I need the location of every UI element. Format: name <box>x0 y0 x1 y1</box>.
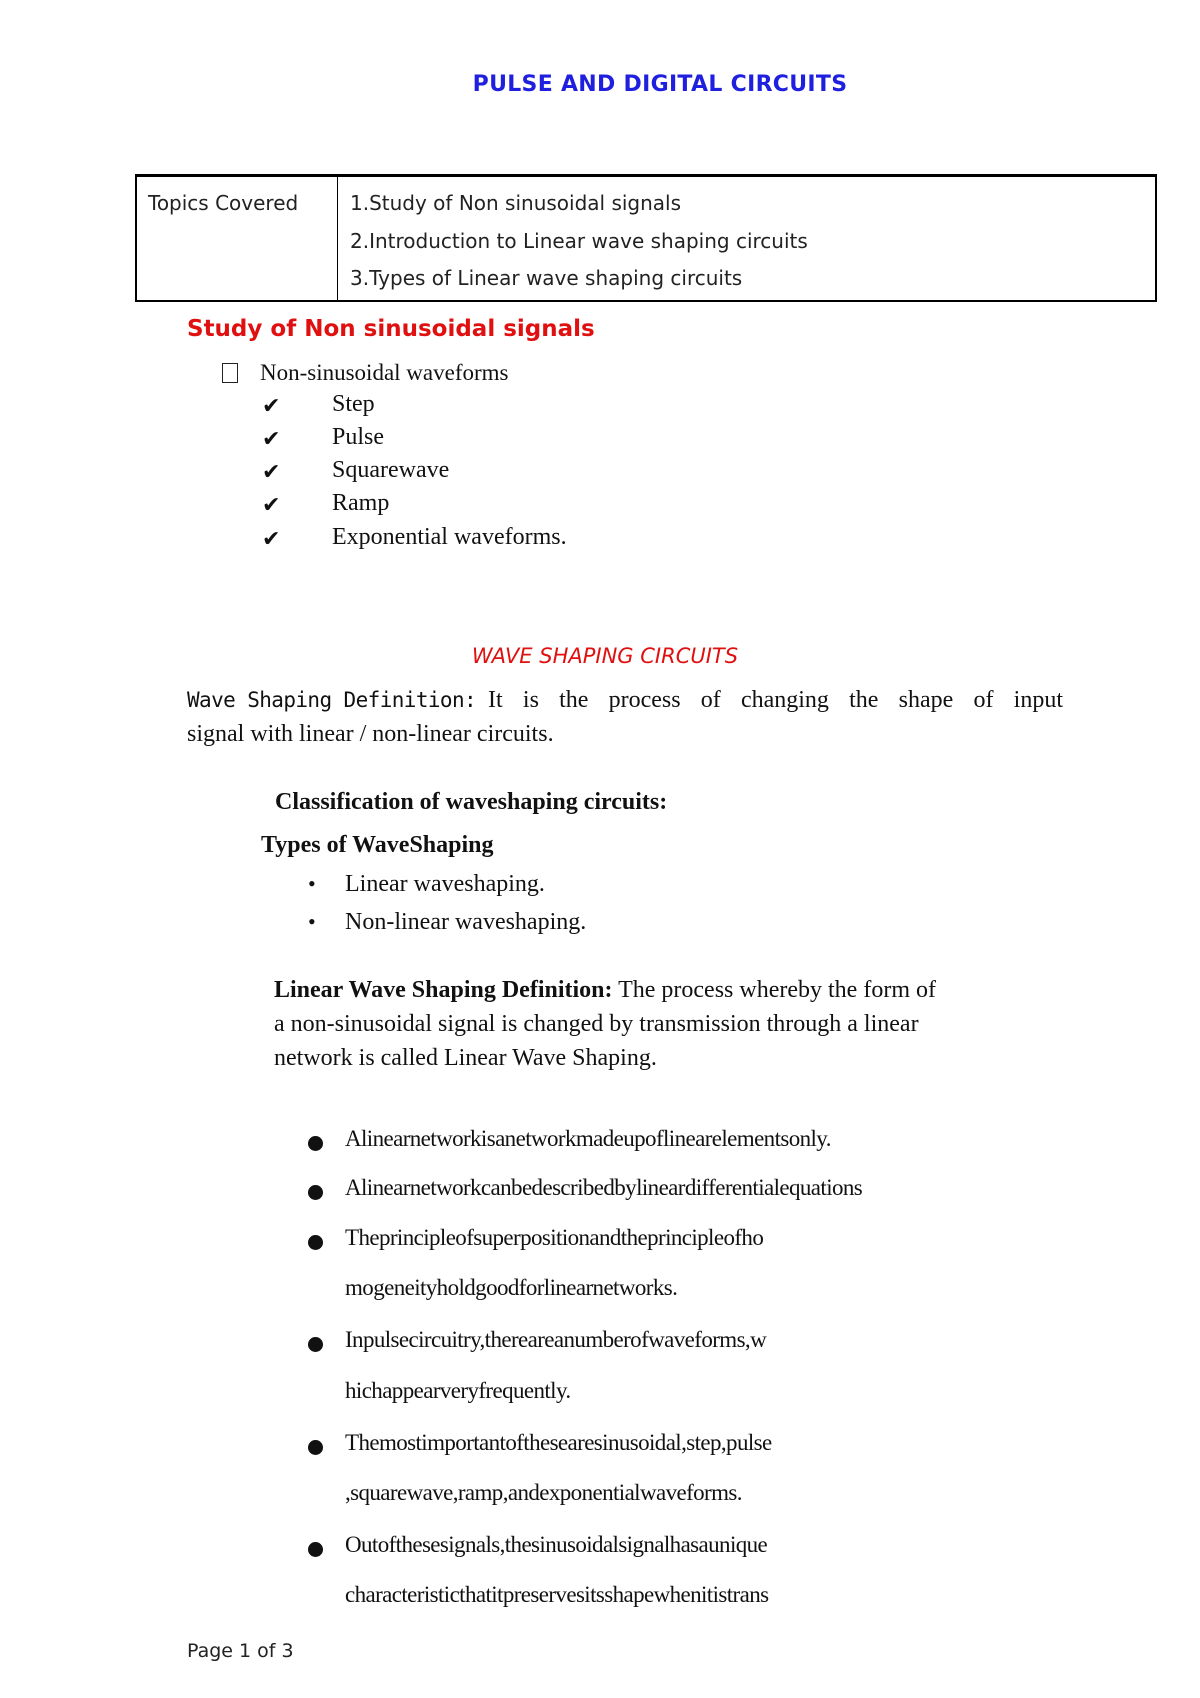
page-number: Page 1 of 3 <box>187 1640 294 1662</box>
definition-text: It is the process of changing the shape of input <box>488 687 1063 713</box>
list-item: Step <box>332 391 375 417</box>
bullet-icon <box>308 1440 323 1455</box>
definition-text: a non-sinusoidal signal is changed by transmission through a linear <box>274 1011 919 1037</box>
check-icon: ✔ <box>262 426 281 451</box>
list-item: Exponential waveforms. <box>332 524 567 550</box>
bullet-icon <box>308 1337 323 1352</box>
list-item-continued: hichappearveryfrequently. <box>345 1378 571 1403</box>
list-heading <box>222 360 509 386</box>
definition-text: The process whereby the form of <box>618 977 936 1003</box>
check-icon: ✔ <box>262 459 281 484</box>
bullet-icon <box>308 1235 323 1250</box>
list-item-continued: ,squarewave,ramp,andexponentialwaveforms. <box>345 1480 742 1505</box>
list-item: Squarewave <box>332 457 450 483</box>
bullet-icon: • <box>308 871 316 896</box>
check-icon: ✔ <box>262 526 281 551</box>
definition-text: signal with linear / non-linear circuits. <box>187 721 554 747</box>
list-item: Themostimportantofthesearesinusoidal,step,pulse <box>345 1430 772 1455</box>
types-heading: Types of WaveShaping <box>261 832 494 858</box>
list-heading-label: Non-sinusoidal waveforms <box>260 360 509 385</box>
classification-heading: Classification of waveshaping circuits: <box>275 789 668 815</box>
list-item: Alinearnetworkisanetworkmadeupoflinearelementsonly. <box>345 1126 831 1151</box>
list-item: Linear waveshaping. <box>345 871 545 897</box>
list-item: Outofthesesignals,thesinusoidalsignalhasaunique <box>345 1532 768 1557</box>
section-title: Study of Non sinusoidal signals <box>187 316 595 342</box>
topic-item: 2.Introduction to Linear wave shaping circuits <box>350 229 808 253</box>
list-item: Ramp <box>332 490 390 516</box>
list-item-continued: mogeneityholdgoodforlinearnetworks. <box>345 1275 678 1300</box>
definition-text: network is called Linear Wave Shaping. <box>274 1045 657 1071</box>
topics-table <box>135 174 1157 302</box>
wave-shaping-definition <box>187 683 1063 751</box>
list-item: Alinearnetworkcanbedescribedbylineardifferentialequations <box>345 1175 863 1200</box>
bullet-icon <box>308 1136 323 1151</box>
linear-wave-shaping-definition <box>274 973 1074 1075</box>
topic-item: 3.Types of Linear wave shaping circuits <box>350 266 743 290</box>
definition-term: Wave Shaping Definition: <box>187 688 477 712</box>
topic-item: 1.Study of Non sinusoidal signals <box>350 191 682 215</box>
table-divider <box>337 177 338 300</box>
list-item-continued: characteristicthatitpreservesitsshapewhenitistrans <box>345 1582 769 1607</box>
bullet-icon: • <box>308 909 316 934</box>
checkbox-icon <box>222 363 238 383</box>
list-item: Inpulsecircuitry,thereareanumberofwaveforms,w <box>345 1327 767 1352</box>
check-icon: ✔ <box>262 393 281 418</box>
topics-label: Topics Covered <box>148 191 299 215</box>
document-title: PULSE AND DIGITAL CIRCUITS <box>472 72 848 97</box>
bullet-icon <box>308 1185 323 1200</box>
check-icon: ✔ <box>262 492 281 517</box>
list-item: Theprincipleofsuperpositionandtheprincipleofho <box>345 1225 764 1250</box>
bullet-icon <box>308 1542 323 1557</box>
section-title: WAVE SHAPING CIRCUITS <box>471 644 739 668</box>
list-item: Non-linear waveshaping. <box>345 909 587 935</box>
definition-term: Linear Wave Shaping Definition: <box>274 977 613 1003</box>
list-item: Pulse <box>332 424 385 450</box>
